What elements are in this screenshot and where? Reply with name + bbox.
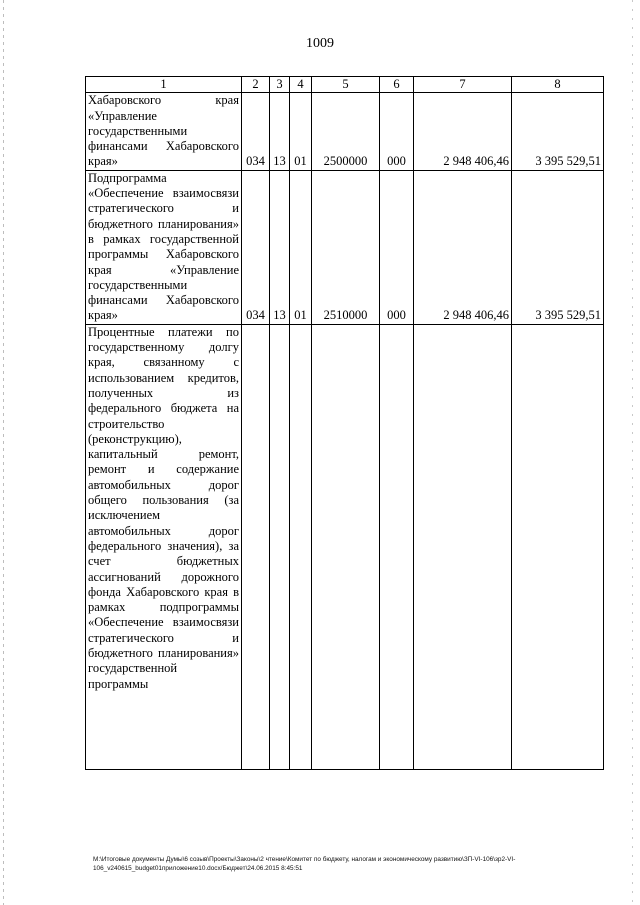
column-header: 8 (512, 77, 604, 93)
section-code (270, 324, 290, 769)
amount-col7: 2 948 406,46 (414, 170, 512, 324)
column-header: 7 (414, 77, 512, 93)
subsection-code (290, 324, 312, 769)
table-row (86, 170, 604, 324)
row-description: Процентные платежи по государственному долгу края, связанному с использованием кредитов, полученных из федерального бюджета на строительство (реконструкцию), капитальный ремонт, ремонт и содержание автомобильных дорог общего пользования (за исключением автомобильных дорог федерального значения), за счет бюджетных ассигнований дорожного фонда Хабаровского края в рамках подпрограммы «Обеспечение взаимосвязи стратегического и бюджетного планирования» государственной программы (86, 324, 242, 769)
table-header-row (86, 77, 604, 93)
row-description: Подпрограмма «Обеспечение взаимосвязи стратегического и бюджетного планирования» в рамках государственной программы Хабаровского края «Управление государственными финансами Хабаровского края» (86, 170, 242, 324)
column-header: 1 (86, 77, 242, 93)
scan-edge-right (632, 0, 633, 905)
expense-type-code (380, 324, 414, 769)
expense-type-code: 000 (380, 170, 414, 324)
table-row (86, 93, 604, 170)
column-header: 6 (380, 77, 414, 93)
target-article-code: 2510000 (312, 170, 380, 324)
column-header: 2 (242, 77, 270, 93)
amount-col8: 3 395 529,51 (512, 170, 604, 324)
scan-edge-left (3, 0, 4, 905)
table-row (86, 324, 604, 769)
footer-line-2: 106_v240615_budget01приложение10.docx/Бюджет\24.06.2015 8:45:51 (93, 865, 303, 872)
amount-col7 (414, 324, 512, 769)
amount-col7: 2 948 406,46 (414, 93, 512, 170)
column-header: 5 (312, 77, 380, 93)
column-header: 3 (270, 77, 290, 93)
section-code: 13 (270, 170, 290, 324)
file-path-footer (93, 855, 608, 873)
subsection-code: 01 (290, 93, 312, 170)
footer-line-1: M:\Итоговые документы Думы\6 созыв\Проекты\Законы\2 чтение\Комитет по бюджету, налогам и экономическому развитию\ЗП-VI-106\зр2-VI- (93, 856, 516, 863)
subsection-code: 01 (290, 170, 312, 324)
ministry-code: 034 (242, 93, 270, 170)
section-code: 13 (270, 93, 290, 170)
budget-table (85, 76, 604, 770)
page-number: 1009 (306, 36, 334, 51)
ministry-code: 034 (242, 170, 270, 324)
row-description: Хабаровского края «Управление государственными финансами Хабаровского края» (86, 93, 242, 170)
column-header: 4 (290, 77, 312, 93)
target-article-code (312, 324, 380, 769)
target-article-code: 2500000 (312, 93, 380, 170)
amount-col8 (512, 324, 604, 769)
expense-type-code: 000 (380, 93, 414, 170)
ministry-code (242, 324, 270, 769)
amount-col8: 3 395 529,51 (512, 93, 604, 170)
